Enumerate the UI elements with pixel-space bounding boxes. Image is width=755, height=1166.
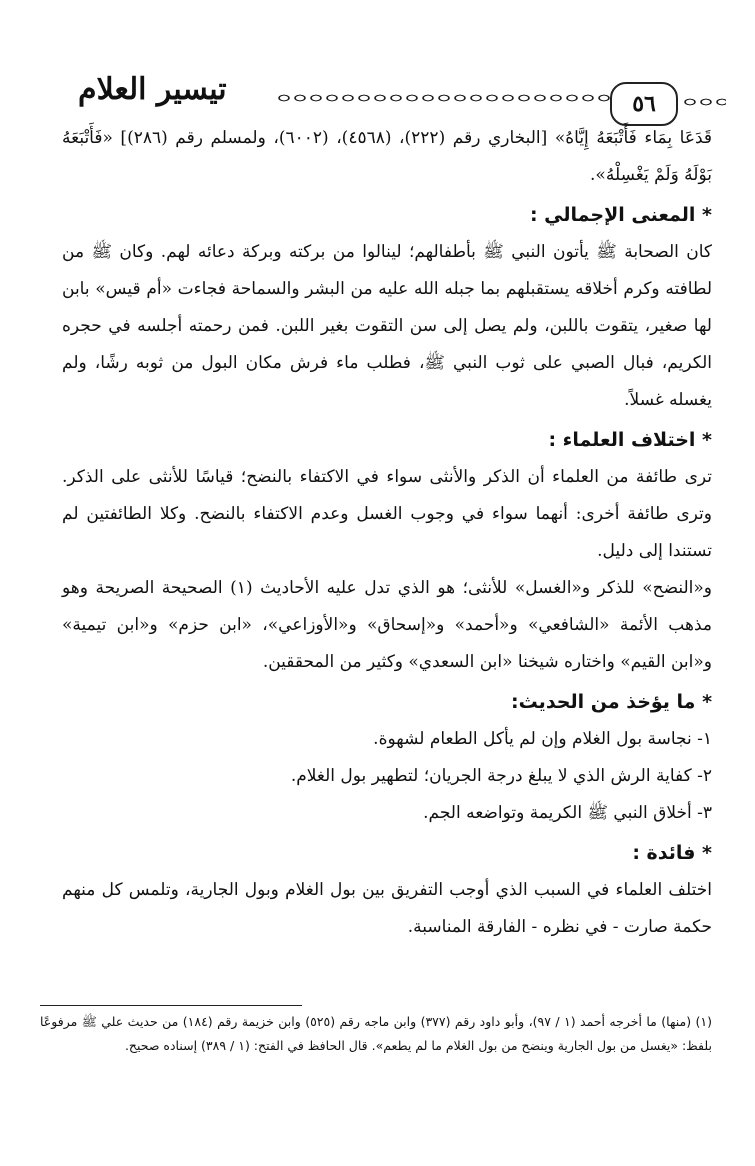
section-heading-benefit: * فائدة : <box>632 842 712 864</box>
hadith-continuation: قَدَعَا بِمَاء فَأَتْبَعَهُ إِيَّاهُ» [البخاري رقم (٢٢٢)، (٤٥٦٨)، (٦٠٠٢)، ولمسلم رقم (٢٨٦)] «فَأَتْبَعَهُ بَوْلَهُ وَلَمْ يَغْسِلْهُ». <box>62 128 713 185</box>
decorative-chain-ornament <box>276 92 626 104</box>
section-heading-scholars-disagreement: * اختلاف العلماء : <box>548 429 712 451</box>
disagreement-paragraph-1: ترى طائفة من العلماء أن الذكر والأنثى سواء في الاكتفاء بالنضح؛ قياسًا للأنثى على الذكر. وترى طائفة أخرى: أنهما سواء في وجوب الغسل وعدم الاكتفاء بالنضح. وكلا الطائفتين لم تستندا إلى دليل. <box>62 467 712 561</box>
disagreement-paragraph-2: و«النضح» للذكر و«الغسل» للأنثى؛ هو الذي تدل عليه الأحاديث (١) الصحيحة الصريحة وهو مذهب الأئمة «الشافعي» و«أحمد» و«إسحاق» و«الأوزاعي»، «ابن حزم» و«ابن تيمية» و«ابن القيم» واختاره شيخنا «ابن السعدي» وكثير من المحققين. <box>62 578 712 672</box>
footnote: (١) (منها) ما أخرجه أحمد (١ / ٩٧)، وأبو داود رقم (٣٧٧) وابن ماجه رقم (٥٢٥) وابن خزيمة رقم (١٨٤) من حديث علي ﷺ مرفوعًا بلفظ: «يغسل من بول الجارية وينضح من بول الغلام ما لم يطعم». قال الحافظ في الفتح: (١ / ٣٨٩) إسناده صحيح. <box>40 1014 712 1053</box>
benefit-paragraph: اختلف العلماء في السبب الذي أوجب التفريق بين بول الغلام وبول الجارية، وتلمس كل منهم حكمة صارت - في نظره - الفارقة المناسبة. <box>62 880 712 937</box>
list-item: ٣- أخلاق النبي ﷺ الكريمة وتواضعه الجم. <box>423 803 712 823</box>
book-title: تيسير العلام <box>78 72 227 107</box>
page-body <box>62 120 712 946</box>
section-heading-general-meaning: * المعنى الإجمالي : <box>529 204 712 226</box>
footnote-divider <box>40 1005 302 1006</box>
general-meaning-paragraph: كان الصحابة ﷺ يأتون النبي ﷺ بأطفالهم؛ لينالوا من بركته وبركة دعائه لهم. وكان ﷺ من لطافته وكرم أخلاقه يستقبلهم بما جبله الله عليه من البشر والسماحة فجاءت «أم قيس» بابن لها صغير، يتقوت باللبن، ولم يصل إلى سن التقوت بغير اللبن. فمن رحمته أجلسه في حجره الكريم، فبال الصبي على ثوب النبي ﷺ، فطلب ماء فرش مكان البول من ثوبه رشًا، ولم يغسله غسلاً. <box>62 242 712 410</box>
section-heading-lessons: * ما يؤخذ من الحديث: <box>510 691 712 713</box>
page-number: ٥٦ <box>610 82 678 126</box>
decorative-chain-ornament-short <box>682 96 726 108</box>
list-item: ١- نجاسة بول الغلام وإن لم يأكل الطعام لشهوة. <box>373 729 712 749</box>
list-item: ٢- كفاية الرش الذي لا يبلغ درجة الجريان؛ لتطهير بول الغلام. <box>290 766 712 786</box>
